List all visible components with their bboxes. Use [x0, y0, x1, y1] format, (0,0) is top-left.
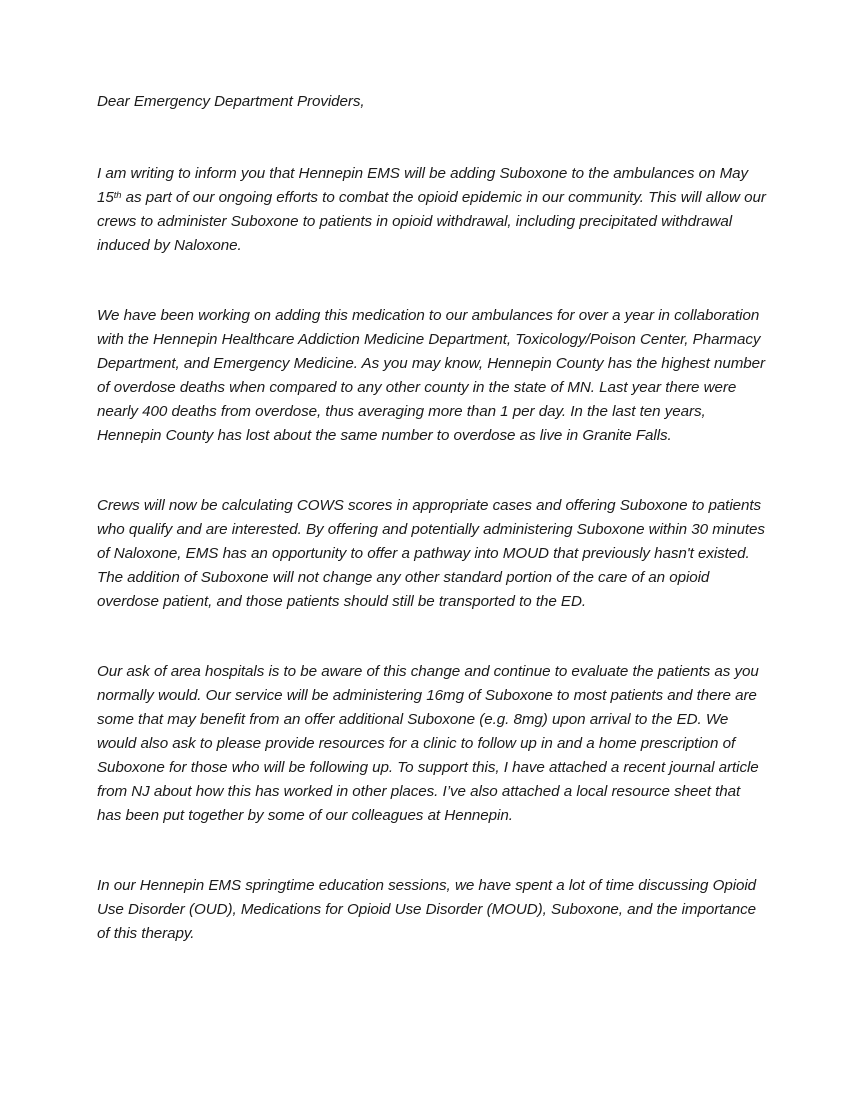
paragraph-1-text-after-ordinal: as part of our ongoing efforts to combat the opioid epidemic in our community. This will allow our crews to administer Suboxone to patients in opioid withdrawal, including precipitated withdrawal induced by Naloxone. — [97, 189, 766, 254]
paragraph-4: Our ask of area hospitals is to be aware of this change and continue to evaluate the patients as you normally would. Our service will be administering 16mg of Suboxone to most patients and there are some that may benefit from an offer additional Suboxone (e.g. 8mg) upon arrival to the ED. We would also ask to please provide resources for a clinic to follow up in and a home prescription of Suboxone for those who will be following up. To support this, I have attached a recent journal article from NJ about how this has worked in other places. I’ve also attached a local resource sheet that has been put together by some of our colleagues at Hennepin. — [97, 663, 759, 824]
date-ordinal-suffix: th — [113, 189, 122, 201]
paragraph-3: Crews will now be calculating COWS scores in appropriate cases and offering Suboxone to patients who qualify and are interested. By offering and potentially administering Suboxone within 30 minutes of Naloxone, EMS has an opportunity to offer a pathway into MOUD that previously hasn't existed. The addition of Suboxone will not change any other standard portion of the care of an opioid overdose patient, and those patients should still be transported to the ED. — [97, 497, 765, 610]
paragraph-2: We have been working on adding this medication to our ambulances for over a year in collaboration with the Hennepin Healthcare Addiction Medicine Department, Toxicology/Poison Center, Pharmacy Department, and Emergency Medicine. As you may know, Hennepin County has the highest number of overdose deaths when compared to any other county in the state of MN. Last year there were nearly 400 deaths from overdose, thus averaging more than 1 per day. In the last ten years, Hennepin County has lost about the same number to overdose as live in Granite Falls. — [97, 307, 765, 444]
paragraph-1 — [97, 162, 767, 258]
paragraph-5: In our Hennepin EMS springtime education sessions, we have spent a lot of time discussing Opioid Use Disorder (OUD), Medications for Opioid Use Disorder (MOUD), Suboxone, and the importance of this therapy. — [97, 877, 757, 942]
letter-body — [97, 90, 767, 946]
paragraph-1-text-before-ordinal: I am writing to inform you that Hennepin EMS will be adding Suboxone to the ambulances on May 15 — [97, 165, 749, 206]
salutation-line: Dear Emergency Department Providers, — [97, 93, 365, 110]
